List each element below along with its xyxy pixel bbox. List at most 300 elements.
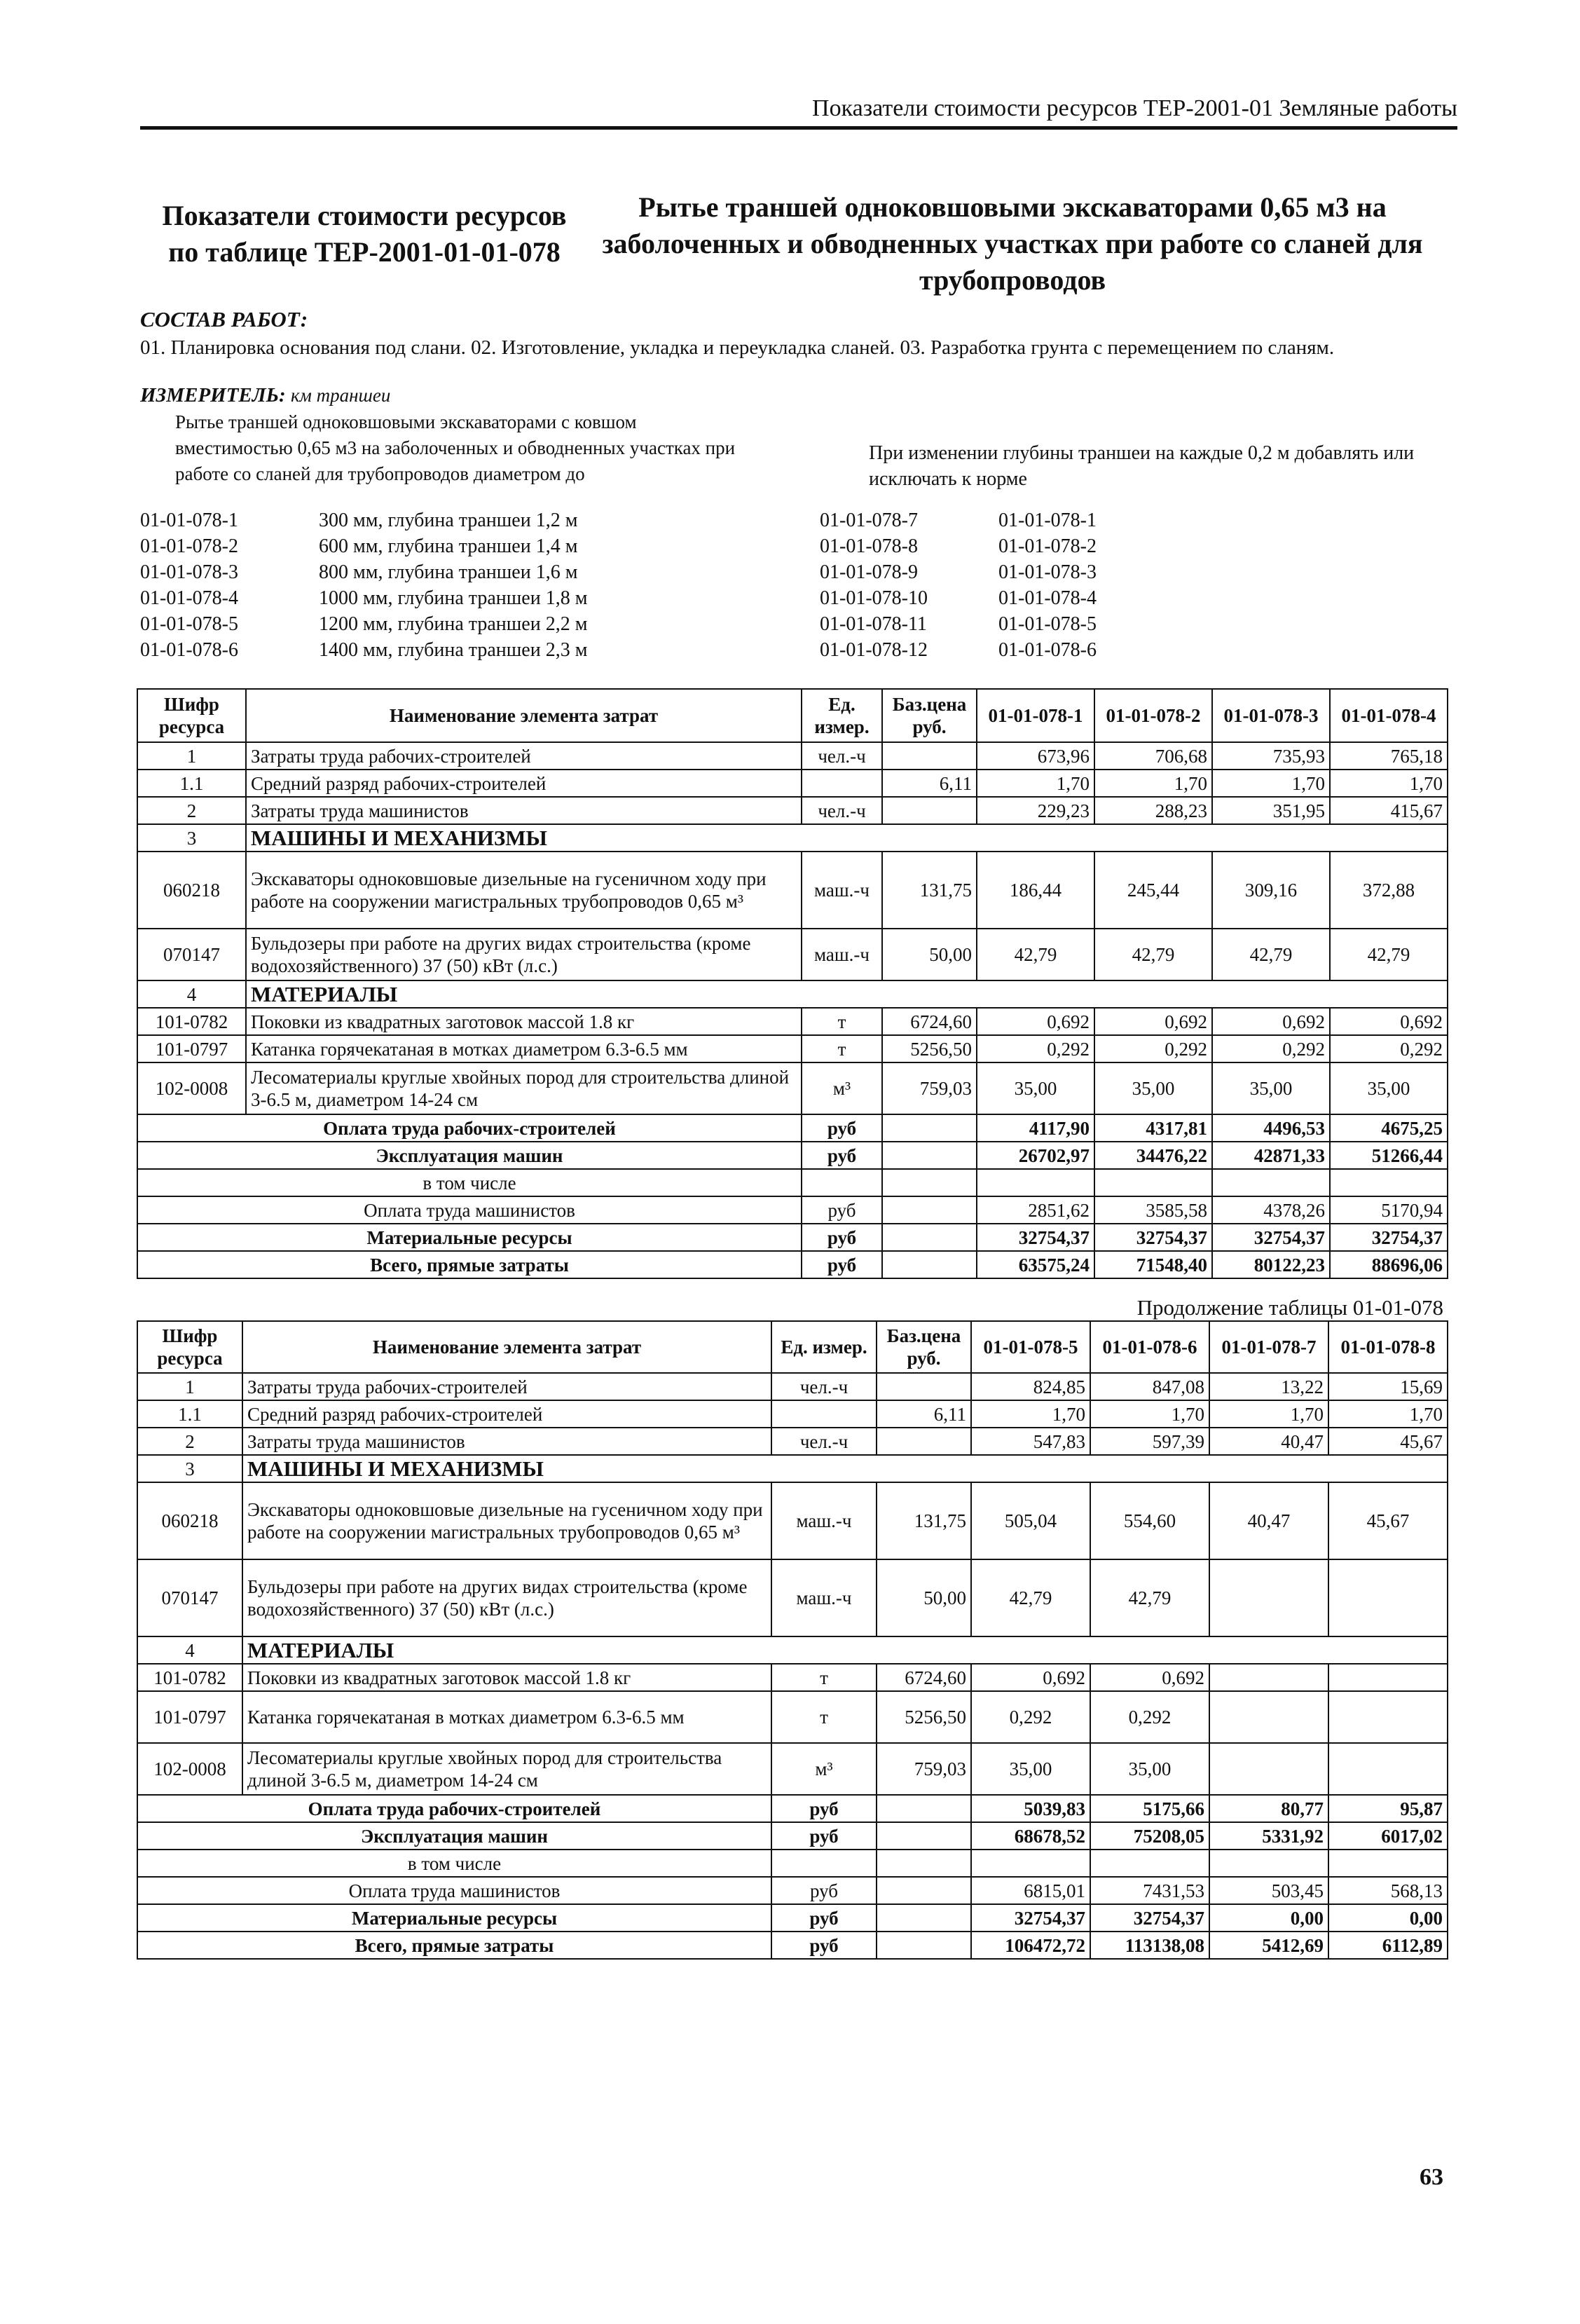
table-row bbox=[137, 1932, 1448, 1959]
section-title: МАШИНЫ И МЕХАНИЗМЫ bbox=[246, 824, 1448, 852]
value-cell: 4675,25 bbox=[1330, 1114, 1448, 1142]
table-row bbox=[137, 1169, 1448, 1196]
section-title: МАТЕРИАЛЫ bbox=[242, 1636, 1448, 1664]
resource-table-title: Показатели стоимости ресурсов по таблице ТЕР-2001-01-01-078 bbox=[162, 200, 567, 268]
value-cell: 15,69 bbox=[1328, 1373, 1448, 1400]
value-cell: 847,08 bbox=[1090, 1373, 1209, 1400]
continuation-note: Продолжение таблицы 01-01-078 bbox=[1136, 1295, 1443, 1320]
base-price-cell bbox=[877, 1850, 971, 1877]
value-cell: 34476,22 bbox=[1094, 1142, 1212, 1169]
table-row bbox=[137, 1224, 1448, 1251]
value-cell: 106472,72 bbox=[971, 1932, 1090, 1959]
resource-code: 102-0008 bbox=[137, 1743, 242, 1795]
value-cell bbox=[1328, 1559, 1448, 1636]
value-cell: 0,292 bbox=[1090, 1691, 1209, 1743]
page-number: 63 bbox=[1420, 2164, 1443, 2190]
cost-element-name: Эксплуатация машин bbox=[137, 1142, 802, 1169]
value-cell: 706,68 bbox=[1094, 742, 1212, 770]
table-row bbox=[137, 742, 1448, 770]
header-norm-code: 01-01-078-2 bbox=[1094, 689, 1212, 742]
value-cell: 5175,66 bbox=[1090, 1795, 1209, 1822]
value-cell: 1,70 bbox=[1330, 770, 1448, 797]
work-composition-heading: СОСТАВ РАБОТ: bbox=[140, 307, 308, 331]
value-cell: 5331,92 bbox=[1209, 1822, 1328, 1850]
resource-code: 101-0797 bbox=[137, 1035, 246, 1062]
header-unit: Ед. измер. bbox=[771, 1321, 877, 1373]
value-cell: 42871,33 bbox=[1212, 1142, 1330, 1169]
value-cell: 765,18 bbox=[1330, 742, 1448, 770]
value-cell: 7431,53 bbox=[1090, 1877, 1209, 1904]
value-cell: 1,70 bbox=[1209, 1400, 1328, 1428]
value-cell: 35,00 bbox=[1094, 1062, 1212, 1114]
variant-base-code: 01-01-078-6 bbox=[998, 639, 1097, 661]
value-cell: 45,67 bbox=[1328, 1428, 1448, 1455]
resource-code: 1.1 bbox=[137, 1400, 242, 1428]
value-cell: 4117,90 bbox=[977, 1114, 1094, 1142]
value-cell: 372,88 bbox=[1330, 852, 1448, 929]
resource-code: 3 bbox=[137, 824, 246, 852]
value-cell: 32754,37 bbox=[1212, 1224, 1330, 1251]
resource-code: 1.1 bbox=[137, 770, 246, 797]
cost-table-1 bbox=[137, 688, 1448, 1279]
cost-element-name: Катанка горячекатаная в мотках диаметром 6.3-6.5 мм bbox=[242, 1691, 771, 1743]
unit-cell: т bbox=[802, 1008, 882, 1035]
value-cell: 0,292 bbox=[1212, 1035, 1330, 1062]
section-title: МАШИНЫ И МЕХАНИЗМЫ bbox=[242, 1455, 1448, 1482]
value-cell: 0,292 bbox=[977, 1035, 1094, 1062]
resource-code: 4 bbox=[137, 980, 246, 1008]
table-row bbox=[137, 1795, 1448, 1822]
cost-element-name: Затраты труда машинистов bbox=[242, 1428, 771, 1455]
value-cell: 0,692 bbox=[1330, 1008, 1448, 1035]
variant-base-code: 01-01-078-5 bbox=[998, 613, 1097, 635]
section-title: МАТЕРИАЛЫ bbox=[246, 980, 1448, 1008]
value-cell: 42,79 bbox=[1094, 929, 1212, 980]
value-cell: 4496,53 bbox=[1212, 1114, 1330, 1142]
header-norm-code: 01-01-078-8 bbox=[1328, 1321, 1448, 1373]
base-price-cell: 5256,50 bbox=[877, 1691, 971, 1743]
resource-code: 060218 bbox=[137, 852, 246, 929]
depth-adjustment-note: При изменении глубины траншеи на каждые 0,2 м добавлять или исключать к норме bbox=[869, 442, 1415, 490]
value-cell: 113138,08 bbox=[1090, 1932, 1209, 1959]
variant-text: 800 мм, глубина траншеи 1,6 м bbox=[319, 561, 578, 583]
value-cell: 1,70 bbox=[1328, 1400, 1448, 1428]
unit-cell: т bbox=[771, 1691, 877, 1743]
value-cell: 4317,81 bbox=[1094, 1114, 1212, 1142]
base-price-cell: 131,75 bbox=[877, 1482, 971, 1559]
cost-element-name: в том числе bbox=[137, 1850, 771, 1877]
header-cost-element: Наименование элемента затрат bbox=[242, 1321, 771, 1373]
base-price-cell: 50,00 bbox=[882, 929, 977, 980]
table-row bbox=[137, 1114, 1448, 1142]
base-price-cell: 6,11 bbox=[877, 1400, 971, 1428]
base-price-cell bbox=[877, 1795, 971, 1822]
table-row bbox=[137, 1743, 1448, 1795]
unit-cell: руб bbox=[802, 1224, 882, 1251]
base-price-cell bbox=[877, 1877, 971, 1904]
cost-element-name: Экскаваторы одноковшовые дизельные на гусеничном ходу при работе на сооружении магистральных трубопроводов 0,65 м³ bbox=[246, 852, 802, 929]
value-cell: 186,44 bbox=[977, 852, 1094, 929]
table-row bbox=[137, 980, 1448, 1008]
variant-base-code: 01-01-078-4 bbox=[998, 587, 1097, 609]
base-price-cell: 5256,50 bbox=[882, 1035, 977, 1062]
table-row bbox=[137, 824, 1448, 852]
value-cell: 32754,37 bbox=[971, 1904, 1090, 1932]
cost-element-name: Материальные ресурсы bbox=[137, 1904, 771, 1932]
unit-cell bbox=[771, 1850, 877, 1877]
value-cell: 568,13 bbox=[1328, 1877, 1448, 1904]
cost-element-name: Затраты труда рабочих-строителей bbox=[242, 1373, 771, 1400]
value-cell: 80122,23 bbox=[1212, 1251, 1330, 1278]
running-head: Показатели стоимости ресурсов ТЕР-2001-01 Земляные работы bbox=[812, 95, 1457, 121]
work-composition-text: 01. Планировка основания под слани. 02. Изготовление, укладка и переукладка сланей. 03. Разработка грунта с перемещением по сланям. bbox=[140, 336, 1335, 359]
cost-element-name: Лесоматериалы круглые хвойных пород для строительства длиной 3-6.5 м, диаметром 14-24 см bbox=[246, 1062, 802, 1114]
table-row bbox=[137, 852, 1448, 929]
base-price-cell bbox=[882, 742, 977, 770]
base-price-cell bbox=[877, 1373, 971, 1400]
value-cell: 3585,58 bbox=[1094, 1196, 1212, 1224]
resource-code: 070147 bbox=[137, 929, 246, 980]
variant-add-code: 01-01-078-12 bbox=[820, 639, 928, 661]
value-cell: 245,44 bbox=[1094, 852, 1212, 929]
header-resource-code: Шифр ресурса bbox=[137, 1321, 242, 1373]
value-cell: 1,70 bbox=[1212, 770, 1330, 797]
unit-cell: чел.-ч bbox=[802, 797, 882, 824]
value-cell: 5170,94 bbox=[1330, 1196, 1448, 1224]
value-cell bbox=[1090, 1850, 1209, 1877]
value-cell: 95,87 bbox=[1328, 1795, 1448, 1822]
variant-add-code: 01-01-078-9 bbox=[820, 561, 918, 583]
value-cell: 503,45 bbox=[1209, 1877, 1328, 1904]
value-cell: 32754,37 bbox=[1090, 1904, 1209, 1932]
value-cell: 554,60 bbox=[1090, 1482, 1209, 1559]
cost-element-name: Затраты труда машинистов bbox=[246, 797, 802, 824]
value-cell bbox=[1094, 1169, 1212, 1196]
value-cell: 35,00 bbox=[971, 1743, 1090, 1795]
value-cell: 0,692 bbox=[1090, 1664, 1209, 1691]
value-cell: 288,23 bbox=[1094, 797, 1212, 824]
value-cell: 1,70 bbox=[977, 770, 1094, 797]
unit-cell: т bbox=[771, 1664, 877, 1691]
value-cell: 0,692 bbox=[977, 1008, 1094, 1035]
table-row bbox=[137, 1008, 1448, 1035]
value-cell: 415,67 bbox=[1330, 797, 1448, 824]
header-norm-code: 01-01-078-1 bbox=[977, 689, 1094, 742]
value-cell: 35,00 bbox=[977, 1062, 1094, 1114]
variant-base-code: 01-01-078-3 bbox=[998, 561, 1097, 583]
base-price-cell: 6724,60 bbox=[882, 1008, 977, 1035]
value-cell: 597,39 bbox=[1090, 1428, 1209, 1455]
variant-code: 01-01-078-5 bbox=[140, 613, 238, 635]
base-price-cell bbox=[877, 1904, 971, 1932]
table-row bbox=[137, 1850, 1448, 1877]
base-price-cell bbox=[882, 1251, 977, 1278]
resource-code: 070147 bbox=[137, 1559, 242, 1636]
resource-code: 2 bbox=[137, 1428, 242, 1455]
value-cell: 35,00 bbox=[1090, 1743, 1209, 1795]
variant-add-code: 01-01-078-11 bbox=[820, 613, 927, 635]
value-cell: 6017,02 bbox=[1328, 1822, 1448, 1850]
value-cell: 0,692 bbox=[1094, 1008, 1212, 1035]
unit-cell: руб bbox=[771, 1795, 877, 1822]
value-cell bbox=[1328, 1691, 1448, 1743]
value-cell: 45,67 bbox=[1328, 1482, 1448, 1559]
base-price-cell bbox=[882, 1142, 977, 1169]
table-row bbox=[137, 1142, 1448, 1169]
table-row bbox=[137, 1373, 1448, 1400]
cost-table-2 bbox=[137, 1320, 1448, 1960]
cost-element-name: Поковки из квадратных заготовок массой 1.8 кг bbox=[246, 1008, 802, 1035]
value-cell: 0,692 bbox=[1212, 1008, 1330, 1035]
unit-cell: руб bbox=[802, 1114, 882, 1142]
value-cell bbox=[1209, 1850, 1328, 1877]
value-cell bbox=[1330, 1169, 1448, 1196]
cost-element-name: Катанка горячекатаная в мотках диаметром 6.3-6.5 мм bbox=[246, 1035, 802, 1062]
value-cell: 735,93 bbox=[1212, 742, 1330, 770]
value-cell bbox=[1209, 1743, 1328, 1795]
variant-add-code: 01-01-078-8 bbox=[820, 535, 918, 557]
value-cell: 42,79 bbox=[1330, 929, 1448, 980]
cost-element-name: Поковки из квадратных заготовок массой 1.8 кг bbox=[242, 1664, 771, 1691]
value-cell: 6815,01 bbox=[971, 1877, 1090, 1904]
base-price-cell bbox=[877, 1932, 971, 1959]
value-cell: 32754,37 bbox=[1094, 1224, 1212, 1251]
base-price-cell bbox=[882, 797, 977, 824]
value-cell: 42,79 bbox=[1212, 929, 1330, 980]
variant-code: 01-01-078-2 bbox=[140, 535, 238, 557]
value-cell: 63575,24 bbox=[977, 1251, 1094, 1278]
cost-element-name: Лесоматериалы круглые хвойных пород для строительства длиной 3-6.5 м, диаметром 14-24 см bbox=[242, 1743, 771, 1795]
value-cell bbox=[1209, 1559, 1328, 1636]
meter-line bbox=[140, 384, 390, 407]
table-row bbox=[137, 797, 1448, 824]
value-cell: 42,79 bbox=[1090, 1559, 1209, 1636]
base-price-cell bbox=[877, 1428, 971, 1455]
unit-cell: м³ bbox=[802, 1062, 882, 1114]
value-cell: 40,47 bbox=[1209, 1428, 1328, 1455]
table-row bbox=[137, 1691, 1448, 1743]
value-cell: 505,04 bbox=[971, 1482, 1090, 1559]
table-header-row bbox=[137, 1321, 1448, 1373]
cost-element-name: Всего, прямые затраты bbox=[137, 1251, 802, 1278]
value-cell: 0,292 bbox=[1330, 1035, 1448, 1062]
unit-cell: маш.-ч bbox=[771, 1559, 877, 1636]
header-norm-code: 01-01-078-5 bbox=[971, 1321, 1090, 1373]
value-cell: 42,79 bbox=[971, 1559, 1090, 1636]
resource-code: 3 bbox=[137, 1455, 242, 1482]
cost-element-name: в том числе bbox=[137, 1169, 802, 1196]
header-norm-code: 01-01-078-4 bbox=[1330, 689, 1448, 742]
meter-unit: км траншеи bbox=[290, 385, 391, 406]
variant-base-code: 01-01-078-2 bbox=[998, 535, 1097, 557]
variant-add-code: 01-01-078-7 bbox=[820, 510, 918, 531]
resource-code: 101-0797 bbox=[137, 1691, 242, 1743]
value-cell bbox=[971, 1850, 1090, 1877]
value-cell: 229,23 bbox=[977, 797, 1094, 824]
value-cell: 824,85 bbox=[971, 1373, 1090, 1400]
base-price-cell bbox=[882, 1196, 977, 1224]
base-price-cell: 6,11 bbox=[882, 770, 977, 797]
value-cell: 32754,37 bbox=[1330, 1224, 1448, 1251]
unit-cell bbox=[802, 1169, 882, 1196]
header-resource-code: Шифр ресурса bbox=[137, 689, 246, 742]
value-cell bbox=[1328, 1850, 1448, 1877]
unit-cell: руб bbox=[771, 1877, 877, 1904]
variant-code: 01-01-078-6 bbox=[140, 639, 238, 661]
unit-cell: руб bbox=[802, 1142, 882, 1169]
cost-element-name: Оплата труда рабочих-строителей bbox=[137, 1114, 802, 1142]
variant-code: 01-01-078-1 bbox=[140, 510, 238, 531]
header-base-price: Баз.цена руб. bbox=[877, 1321, 971, 1373]
value-cell: 4378,26 bbox=[1212, 1196, 1330, 1224]
value-cell: 40,47 bbox=[1209, 1482, 1328, 1559]
value-cell: 1,70 bbox=[1090, 1400, 1209, 1428]
table-header-row bbox=[137, 689, 1448, 742]
unit-cell: маш.-ч bbox=[802, 929, 882, 980]
cost-element-name: Средний разряд рабочих-строителей bbox=[242, 1400, 771, 1428]
value-cell bbox=[977, 1169, 1094, 1196]
table-row bbox=[137, 1428, 1448, 1455]
value-cell: 75208,05 bbox=[1090, 1822, 1209, 1850]
resource-code: 101-0782 bbox=[137, 1008, 246, 1035]
value-cell: 0,00 bbox=[1209, 1904, 1328, 1932]
base-price-cell: 759,03 bbox=[877, 1743, 971, 1795]
unit-cell: м³ bbox=[771, 1743, 877, 1795]
value-cell bbox=[1328, 1664, 1448, 1691]
meter-label: ИЗМЕРИТЕЛЬ: bbox=[140, 384, 286, 406]
table-row bbox=[137, 1559, 1448, 1636]
table-row bbox=[137, 1482, 1448, 1559]
value-cell: 0,692 bbox=[971, 1664, 1090, 1691]
resource-code: 1 bbox=[137, 742, 246, 770]
cost-element-name: Материальные ресурсы bbox=[137, 1224, 802, 1251]
unit-cell: руб bbox=[771, 1904, 877, 1932]
table-row bbox=[137, 1904, 1448, 1932]
table-row bbox=[137, 1877, 1448, 1904]
value-cell bbox=[1328, 1743, 1448, 1795]
table-row bbox=[137, 1822, 1448, 1850]
cost-element-name: Оплата труда рабочих-строителей bbox=[137, 1795, 771, 1822]
base-price-cell: 131,75 bbox=[882, 852, 977, 929]
table-row bbox=[137, 1664, 1448, 1691]
variant-base-code: 01-01-078-1 bbox=[998, 510, 1097, 531]
resource-code: 101-0782 bbox=[137, 1664, 242, 1691]
variant-text: 1400 мм, глубина траншеи 2,3 м bbox=[319, 639, 588, 661]
value-cell: 26702,97 bbox=[977, 1142, 1094, 1169]
unit-cell: т bbox=[802, 1035, 882, 1062]
value-cell: 6112,89 bbox=[1328, 1932, 1448, 1959]
unit-cell bbox=[771, 1400, 877, 1428]
value-cell: 88696,06 bbox=[1330, 1251, 1448, 1278]
value-cell bbox=[1209, 1664, 1328, 1691]
table-row bbox=[137, 929, 1448, 980]
value-cell: 80,77 bbox=[1209, 1795, 1328, 1822]
value-cell: 0,292 bbox=[1094, 1035, 1212, 1062]
table-row bbox=[137, 1196, 1448, 1224]
value-cell: 5039,83 bbox=[971, 1795, 1090, 1822]
value-cell: 547,83 bbox=[971, 1428, 1090, 1455]
value-cell: 13,22 bbox=[1209, 1373, 1328, 1400]
header-norm-code: 01-01-078-7 bbox=[1209, 1321, 1328, 1373]
cost-element-name: Оплата труда машинистов bbox=[137, 1877, 771, 1904]
variant-add-code: 01-01-078-10 bbox=[820, 587, 928, 609]
resource-code: 2 bbox=[137, 797, 246, 824]
table-row bbox=[137, 1455, 1448, 1482]
value-cell: 35,00 bbox=[1330, 1062, 1448, 1114]
base-price-cell bbox=[882, 1114, 977, 1142]
cost-element-name: Бульдозеры при работе на других видах строительства (кроме водохозяйственного) 37 (50) кВт (л.с.) bbox=[242, 1559, 771, 1636]
value-cell bbox=[1209, 1691, 1328, 1743]
table-row bbox=[137, 770, 1448, 797]
header-norm-code: 01-01-078-3 bbox=[1212, 689, 1330, 742]
base-price-cell bbox=[882, 1169, 977, 1196]
unit-cell: руб bbox=[802, 1196, 882, 1224]
base-price-cell: 759,03 bbox=[882, 1062, 977, 1114]
value-cell: 68678,52 bbox=[971, 1822, 1090, 1850]
value-cell: 0,292 bbox=[971, 1691, 1090, 1743]
page-title: Рытье траншей одноковшовыми экскаваторами 0,65 м3 на заболоченных и обводненных участках при работе со сланей для трубопроводов bbox=[602, 191, 1423, 296]
variant-code: 01-01-078-4 bbox=[140, 587, 238, 609]
unit-cell: маш.-ч bbox=[771, 1482, 877, 1559]
table-row bbox=[137, 1636, 1448, 1664]
base-price-cell bbox=[882, 1224, 977, 1251]
unit-cell: руб bbox=[802, 1251, 882, 1278]
value-cell: 5412,69 bbox=[1209, 1932, 1328, 1959]
value-cell: 71548,40 bbox=[1094, 1251, 1212, 1278]
table-row bbox=[137, 1400, 1448, 1428]
base-price-cell: 50,00 bbox=[877, 1559, 971, 1636]
norm-description: Рытье траншей одноковшовыми экскаваторами с ковшом вместимостью 0,65 м3 на заболоченных и обводненных участках при работе со сланей для трубопроводов диаметром до bbox=[175, 411, 736, 484]
header-rule bbox=[140, 126, 1457, 130]
header-base-price: Баз.цена руб. bbox=[882, 689, 977, 742]
resource-code: 1 bbox=[137, 1373, 242, 1400]
value-cell: 32754,37 bbox=[977, 1224, 1094, 1251]
value-cell: 673,96 bbox=[977, 742, 1094, 770]
resource-code: 102-0008 bbox=[137, 1062, 246, 1114]
header-cost-element: Наименование элемента затрат bbox=[246, 689, 802, 742]
value-cell: 42,79 bbox=[977, 929, 1094, 980]
value-cell: 309,16 bbox=[1212, 852, 1330, 929]
variant-text: 300 мм, глубина траншеи 1,2 м bbox=[319, 510, 578, 531]
cost-element-name: Средний разряд рабочих-строителей bbox=[246, 770, 802, 797]
header-unit: Ед. измер. bbox=[802, 689, 882, 742]
header-norm-code: 01-01-078-6 bbox=[1090, 1321, 1209, 1373]
cost-element-name: Бульдозеры при работе на других видах строительства (кроме водохозяйственного) 37 (50) кВт (л.с.) bbox=[246, 929, 802, 980]
cost-element-name: Экскаваторы одноковшовые дизельные на гусеничном ходу при работе на сооружении магистральных трубопроводов 0,65 м³ bbox=[242, 1482, 771, 1559]
value-cell: 2851,62 bbox=[977, 1196, 1094, 1224]
value-cell: 0,00 bbox=[1328, 1904, 1448, 1932]
variant-text: 1200 мм, глубина траншеи 2,2 м bbox=[319, 613, 588, 635]
value-cell: 51266,44 bbox=[1330, 1142, 1448, 1169]
base-price-cell bbox=[877, 1822, 971, 1850]
value-cell bbox=[1212, 1169, 1330, 1196]
resource-code: 060218 bbox=[137, 1482, 242, 1559]
unit-cell: маш.-ч bbox=[802, 852, 882, 929]
unit-cell: чел.-ч bbox=[771, 1428, 877, 1455]
cost-element-name: Оплата труда машинистов bbox=[137, 1196, 802, 1224]
value-cell: 1,70 bbox=[971, 1400, 1090, 1428]
cost-element-name: Всего, прямые затраты bbox=[137, 1932, 771, 1959]
variant-text: 600 мм, глубина траншеи 1,4 м bbox=[319, 535, 578, 557]
unit-cell: чел.-ч bbox=[771, 1373, 877, 1400]
table-row bbox=[137, 1035, 1448, 1062]
unit-cell: руб bbox=[771, 1822, 877, 1850]
table-row bbox=[137, 1062, 1448, 1114]
variant-text: 1000 мм, глубина траншеи 1,8 м bbox=[319, 587, 588, 609]
unit-cell: руб bbox=[771, 1932, 877, 1959]
base-price-cell: 6724,60 bbox=[877, 1664, 971, 1691]
variant-code: 01-01-078-3 bbox=[140, 561, 238, 583]
